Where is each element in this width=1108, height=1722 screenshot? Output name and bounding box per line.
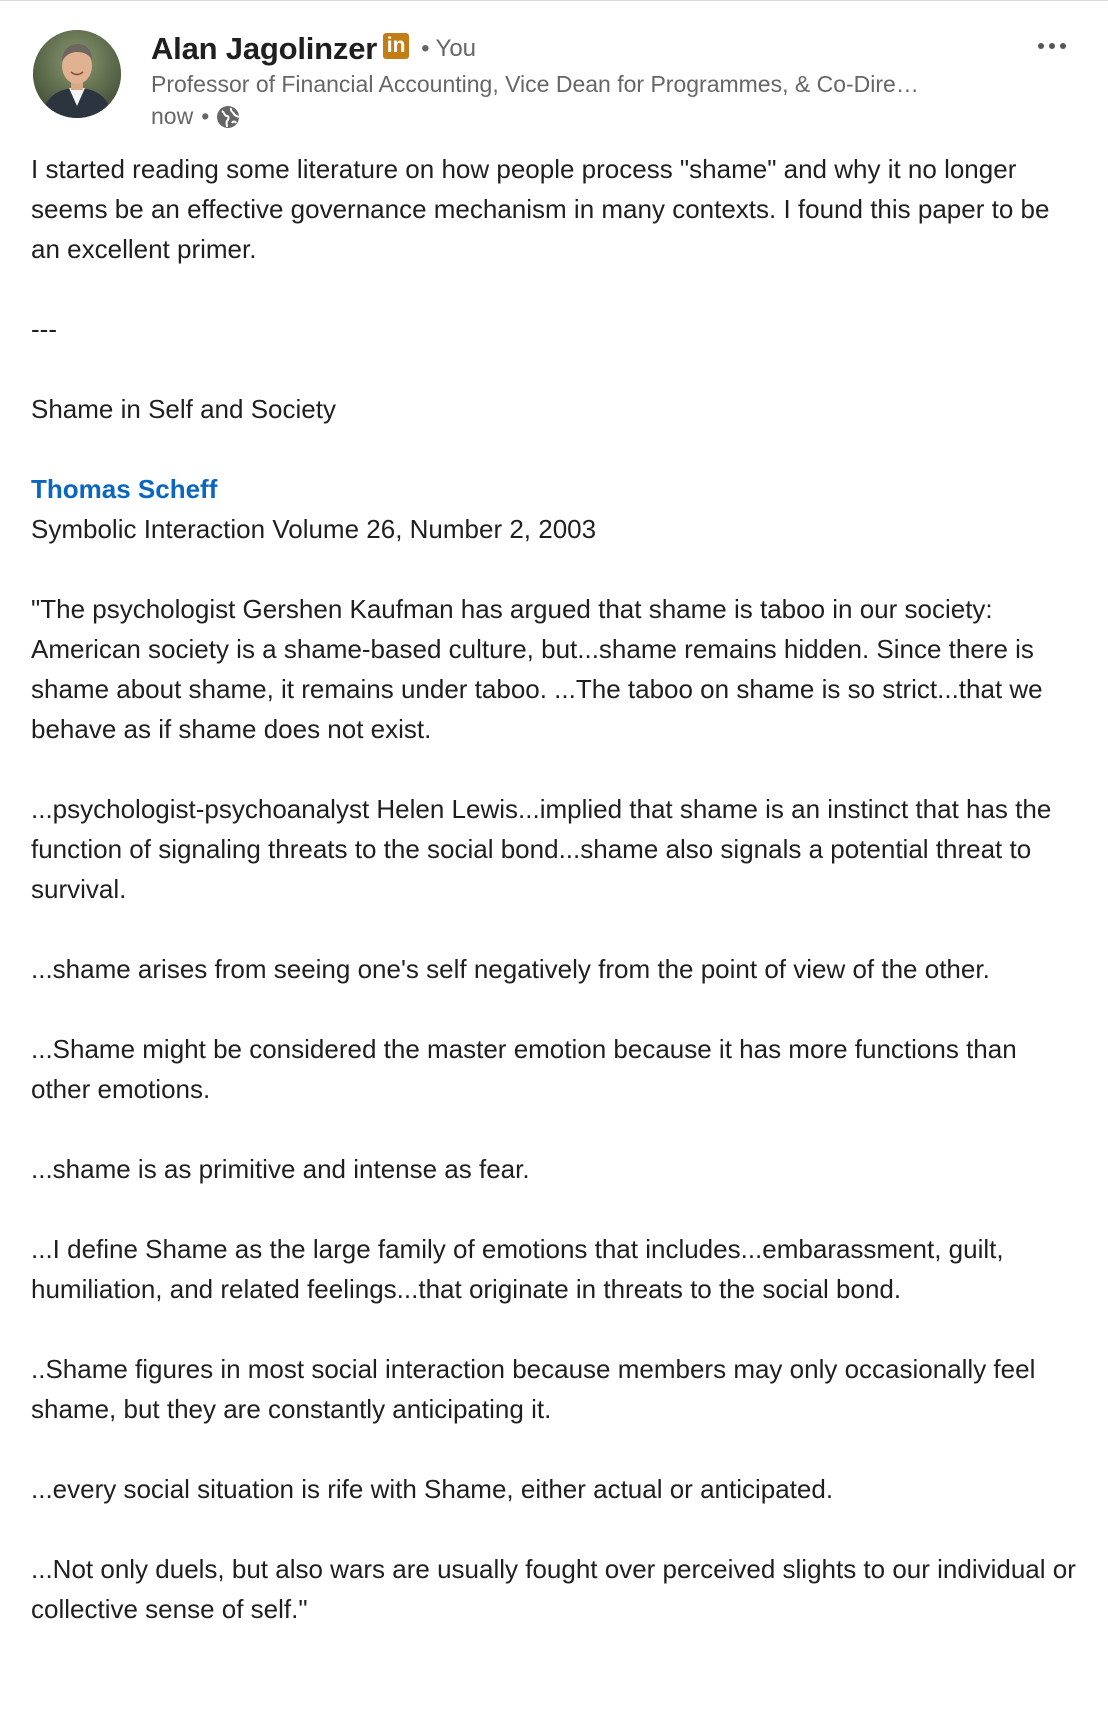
paper-author-link[interactable]: Thomas Scheff [31, 474, 218, 504]
quote-paragraph: ...Shame might be considered the master emotion because it has more functions than other emotions. [31, 1034, 1017, 1104]
globe-icon [215, 104, 241, 130]
quote-paragraph: ...Not only duels, but also wars are usually fought over perceived slights to our individual or collective sense of self." [31, 1554, 1076, 1624]
divider-text: --- [31, 314, 57, 344]
paper-source: Symbolic Interaction Volume 26, Number 2, 2003 [31, 514, 597, 544]
author-name[interactable]: Alan Jagolinzer [151, 31, 378, 66]
separator-dot: • [201, 103, 210, 129]
quote-paragraph: ..Shame figures in most social interaction because members may only occasionally feel shame, but they are constantly anticipating it. [31, 1354, 1036, 1424]
author-headline: Professor of Financial Accounting, Vice Dean for Programmes, & Co-Dire… [151, 71, 919, 97]
quote-paragraph: "The psychologist Gershen Kaufman has argued that shame is taboo in our society: American society is a shame-based culture, but...shame remains hidden. Since there is shame about shame, it remains under taboo. ...The taboo on shame is so strict...that we behave as if shame does not exist. [31, 594, 1043, 744]
post-body [31, 149, 1081, 1629]
post-timestamp: now [151, 103, 194, 129]
quote-paragraph: ...every social situation is rife with Shame, either actual or anticipated. [31, 1474, 834, 1504]
paper-title: Shame in Self and Society [31, 394, 336, 424]
post-intro: I started reading some literature on how people process "shame" and why it no longer seems be an effective governance mechanism in many contexts. I found this paper to be an excellent primer. [31, 154, 1050, 264]
post-meta [151, 103, 241, 130]
quote-paragraph: ...shame arises from seeing one's self negatively from the point of view of the other. [31, 954, 990, 984]
linkedin-premium-badge-icon: in [383, 33, 409, 59]
paper-citation [31, 469, 1081, 549]
separator-dot: • [421, 35, 430, 62]
quote-paragraph: ...psychologist-psychoanalyst Helen Lewis...implied that shame is an instinct that has the function of signaling threats to the social bond...shame also signals a potential threat to survival. [31, 794, 1052, 904]
quote-paragraph: ...I define Shame as the large family of emotions that includes...embarassment, guilt, humiliation, and related feelings...that originate in threats to the social bond. [31, 1234, 1004, 1304]
quote-paragraph: ...shame is as primitive and intense as fear. [31, 1154, 530, 1184]
avatar-photo [33, 30, 121, 118]
author-avatar[interactable] [33, 30, 121, 118]
relation-label: You [435, 35, 477, 62]
author-name-row [151, 29, 476, 69]
ellipsis-icon [1037, 42, 1067, 50]
more-options-button[interactable] [1030, 29, 1074, 63]
